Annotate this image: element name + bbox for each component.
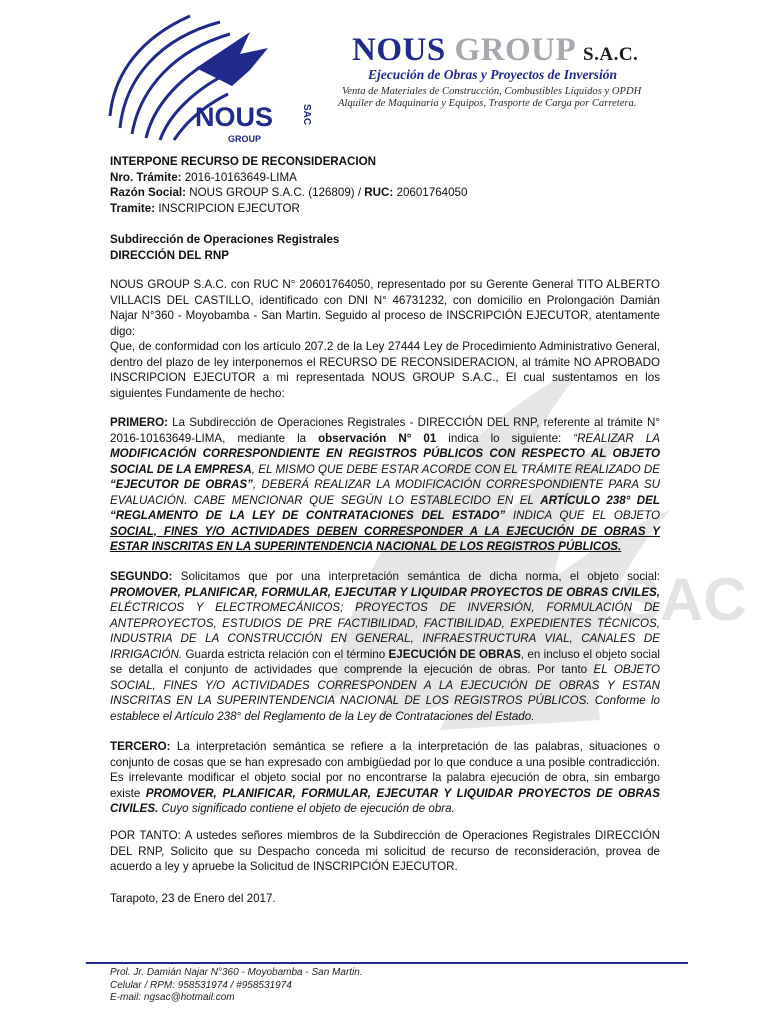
tercero-text-1: La interpretación semántica se refiere a la interpretación de las palabras, situaciones o conjunto de cosas que se han expresado con ambigüedad por lo que conduce a una posible contradicción. Es irrelevante modificar el objeto social por no encontrarse la palabra ejecución de obra, sin embargo existe — [110, 740, 660, 800]
primero-label: PRIMERO: — [110, 416, 168, 429]
footer-phone: Celular / RPM: 958531974 / #958531974 — [110, 979, 292, 991]
brand-block — [338, 32, 712, 110]
primero-ejecutor: “EJECUTOR DE OBRAS” — [110, 478, 253, 491]
fecha-line: Tarapoto, 23 de Enero del 2017. — [110, 892, 276, 905]
segundo-conclusion: EL OBJETO SOCIAL, FINES Y/O ACTIVIDADES CORRESPONDEN A LA EJECUCIÓN DE OBRAS Y ESTAN INSCRITAS EN LA SUPERINTENDENCIA NACIONAL DE LOS REGISTROS PÚBLICOS. Conforme lo establece el Artículo 238° del Reglamento de la Ley de Contrataciones del Estado. — [110, 663, 661, 723]
intro-paragraph: NOUS GROUP S.A.C. con RUC N° 20601764050, representado por su Gerente General TITO ALBERTO VILLACIS DEL CASTILLO, identificado con DNI N° 46731232, con domicilio en Prolongación Damián Najar N°360 - Moyobamba - San Martin. Seguido al proceso de INSCRIPCIÓN EJECUTOR, atentamente digo: — [110, 278, 660, 338]
razon-label: Razón Social: — [110, 186, 187, 199]
tramite-value: 2016-10163649-LIMA — [181, 170, 297, 184]
tipo-label: Tramite: — [110, 201, 156, 215]
brand-title — [352, 32, 712, 69]
footer-divider — [86, 962, 688, 964]
por-tanto-text-1: POR TANTO: A ustedes señores miembros de la Subdirección de Operaciones Registrales DIRECCIÓN DEL RNP — [110, 829, 660, 858]
segundo-paragraph — [110, 569, 660, 724]
primero-paragraph — [110, 415, 660, 555]
ruc-value: 20601764050 — [393, 186, 468, 199]
primero-observacion: observación N° 01 — [318, 431, 437, 445]
tercero-objeto: PROMOVER, PLANIFICAR, FORMULAR, EJECUTAR Y LIQUIDAR PROYECTOS DE OBRAS CIVILES. — [110, 786, 660, 815]
segundo-text-6: , en incluso el objeto social se detalla el conjunto de actividades que comprende la ejecución de obras. Por tanto — [110, 647, 660, 676]
primero-text-1: La Subdirección de Operaciones Registrales - DIRECCIÓN DEL RNP, referente al trámite N° 2016-10163649-LIMA, mediante la — [110, 416, 660, 445]
nous-wolf-logo-icon — [100, 8, 330, 150]
footer-block — [110, 967, 363, 1005]
tercero-text-3: Cuyo significado contiene el objeto de ejecución de obra. — [158, 802, 455, 815]
tercero-paragraph — [110, 739, 660, 817]
por-tanto-paragraph — [110, 828, 660, 875]
primero-articulo: ARTÍCULO 238° DEL “REGLAMENTO DE LA LEY DE CONTRATACIONES DEL ESTADO” — [110, 493, 660, 522]
conformidad-paragraph: Que, de conformidad con los artículo 207.2 de la Ley 27444 Ley de Procedimiento Administrativo General, dentro del plazo de ley interponemos el RECURSO DE RECONSIDERACION, al trámite NO APROBADO INSCRIPCION EJECUTOR a mi representada NOUS GROUP S.A.C., El cual sustentamos en los siguientes Fundamente de hecho: — [110, 340, 660, 400]
razon-value: NOUS GROUP S.A.C. (126809) / — [186, 186, 365, 199]
primero-text-3: indica lo siguiente: — [436, 431, 574, 445]
brand-nous: NOUS — [352, 32, 446, 68]
brand-subtitle: Ejecución de Obras y Proyectos de Inversión — [368, 67, 617, 82]
svg-text:NOUS: NOUS — [195, 102, 274, 132]
primero-quote-4: INDICA QUE EL OBJETO — [505, 509, 661, 522]
svg-text:SAC: SAC — [301, 104, 312, 126]
segundo-label: SEGUNDO: — [110, 570, 173, 583]
primero-quote-underline: SOCIAL, FINES Y/O ACTIVIDADES DEBEN CORRESPONDER A LA EJECUCIÓN DE OBRAS Y ESTAR INSCRITAS EN LA SUPERINTENDENCIA NACIONAL DE LOS REGISTROS PÚBLICOS. — [110, 524, 660, 553]
primero-quote-bold-1: MODIFICACIÓN CORRESPONDIENTE EN REGISTROS PÚBLICOS CON RESPECTO AL OBJETO SOCIAL DE LA EMPRESA — [110, 447, 660, 476]
addressee-line-2: DIRECCIÓN DEL RNP — [110, 248, 229, 262]
addressee-block — [110, 232, 660, 263]
ruc-label: RUC: — [364, 186, 394, 199]
document-heading: INTERPONE RECURSO DE RECONSIDERACION — [110, 155, 377, 168]
segundo-text-4: Guarda estricta relación con el término — [182, 647, 389, 661]
tramite-label: Nro. Trámite: — [110, 170, 182, 184]
tercero-label: TERCERO: — [110, 740, 171, 753]
svg-text:SAC: SAC — [620, 566, 747, 633]
primero-quote-start: “REALIZAR LA — [573, 431, 660, 445]
addressee-line-1: Subdirección de Operaciones Registrales — [110, 233, 340, 246]
meta-block — [110, 154, 660, 216]
segundo-objeto-bold: PROMOVER, PLANIFICAR, FORMULAR, EJECUTAR Y LIQUIDAR PROYECTOS DE OBRAS CIVILES, — [110, 585, 660, 599]
segundo-text-1: Solicitamos que por una interpretación semántica de dicha norma, el objeto social: — [172, 570, 660, 583]
brand-line-1: Venta de Materiales de Construcción, Combustibles Líquidos y OPDH — [342, 86, 642, 97]
brand-line-2: Alquiler de Maquinaria y Equipos, Trasporte de Carga por Carretera. — [338, 98, 637, 109]
razon-line — [110, 185, 660, 201]
primero-quote-3: , DEBERÁ REALIZAR LA MODIFICACIÓN CORRESPONDIENTE PARA SU EVALUACIÓN. CABE MENCIONAR QUE SEGÚN LO ESTABLECIDO EN EL — [110, 478, 660, 507]
segundo-objeto-italic: ELÉCTRICOS Y ELECTROMECÁNICOS; PROYECTOS DE INVERSIÓN, FORMULACIÓN DE ANTEPROYECTOS, ESTUDIOS DE PRE FACTIBILIDAD, FACTIBILIDAD, EXPEDIENTES TÉCNICOS, INDUSTRIA DE LA CONSTRUCCIÓN EN GENERAL, INFRAESTRUCTURA VIAL, CANALES DE IRRIGACIÓN. — [110, 601, 660, 661]
footer-address: Prol. Jr. Damián Najar N°360 - Moyobamba - San Martin. — [110, 967, 363, 978]
primero-quote-2: , EL MISMO QUE DEBE ESTAR ACORDE CON EL TRÁMITE REALIZADO DE — [251, 462, 660, 476]
por-tanto-text-2: , Solicito que su Despacho conceda mi solicitud de recurso de reconsideración, provea de acuerdo a ley y apruebe la Solicitud de INSCRIPCIÓN EJECUTOR. — [110, 844, 660, 873]
svg-text:GROUP: GROUP — [228, 134, 262, 144]
tramite-line — [110, 170, 660, 186]
tipo-value: INSCRIPCION EJECUTOR — [155, 201, 300, 215]
footer-email: E-mail: ngsac@hotmail.com — [110, 992, 235, 1003]
tipo-line — [110, 201, 660, 217]
brand-group: GROUP — [454, 32, 575, 68]
brand-sac: S.A.C. — [583, 44, 639, 65]
segundo-ejecucion: EJECUCIÓN DE OBRAS — [388, 647, 521, 661]
